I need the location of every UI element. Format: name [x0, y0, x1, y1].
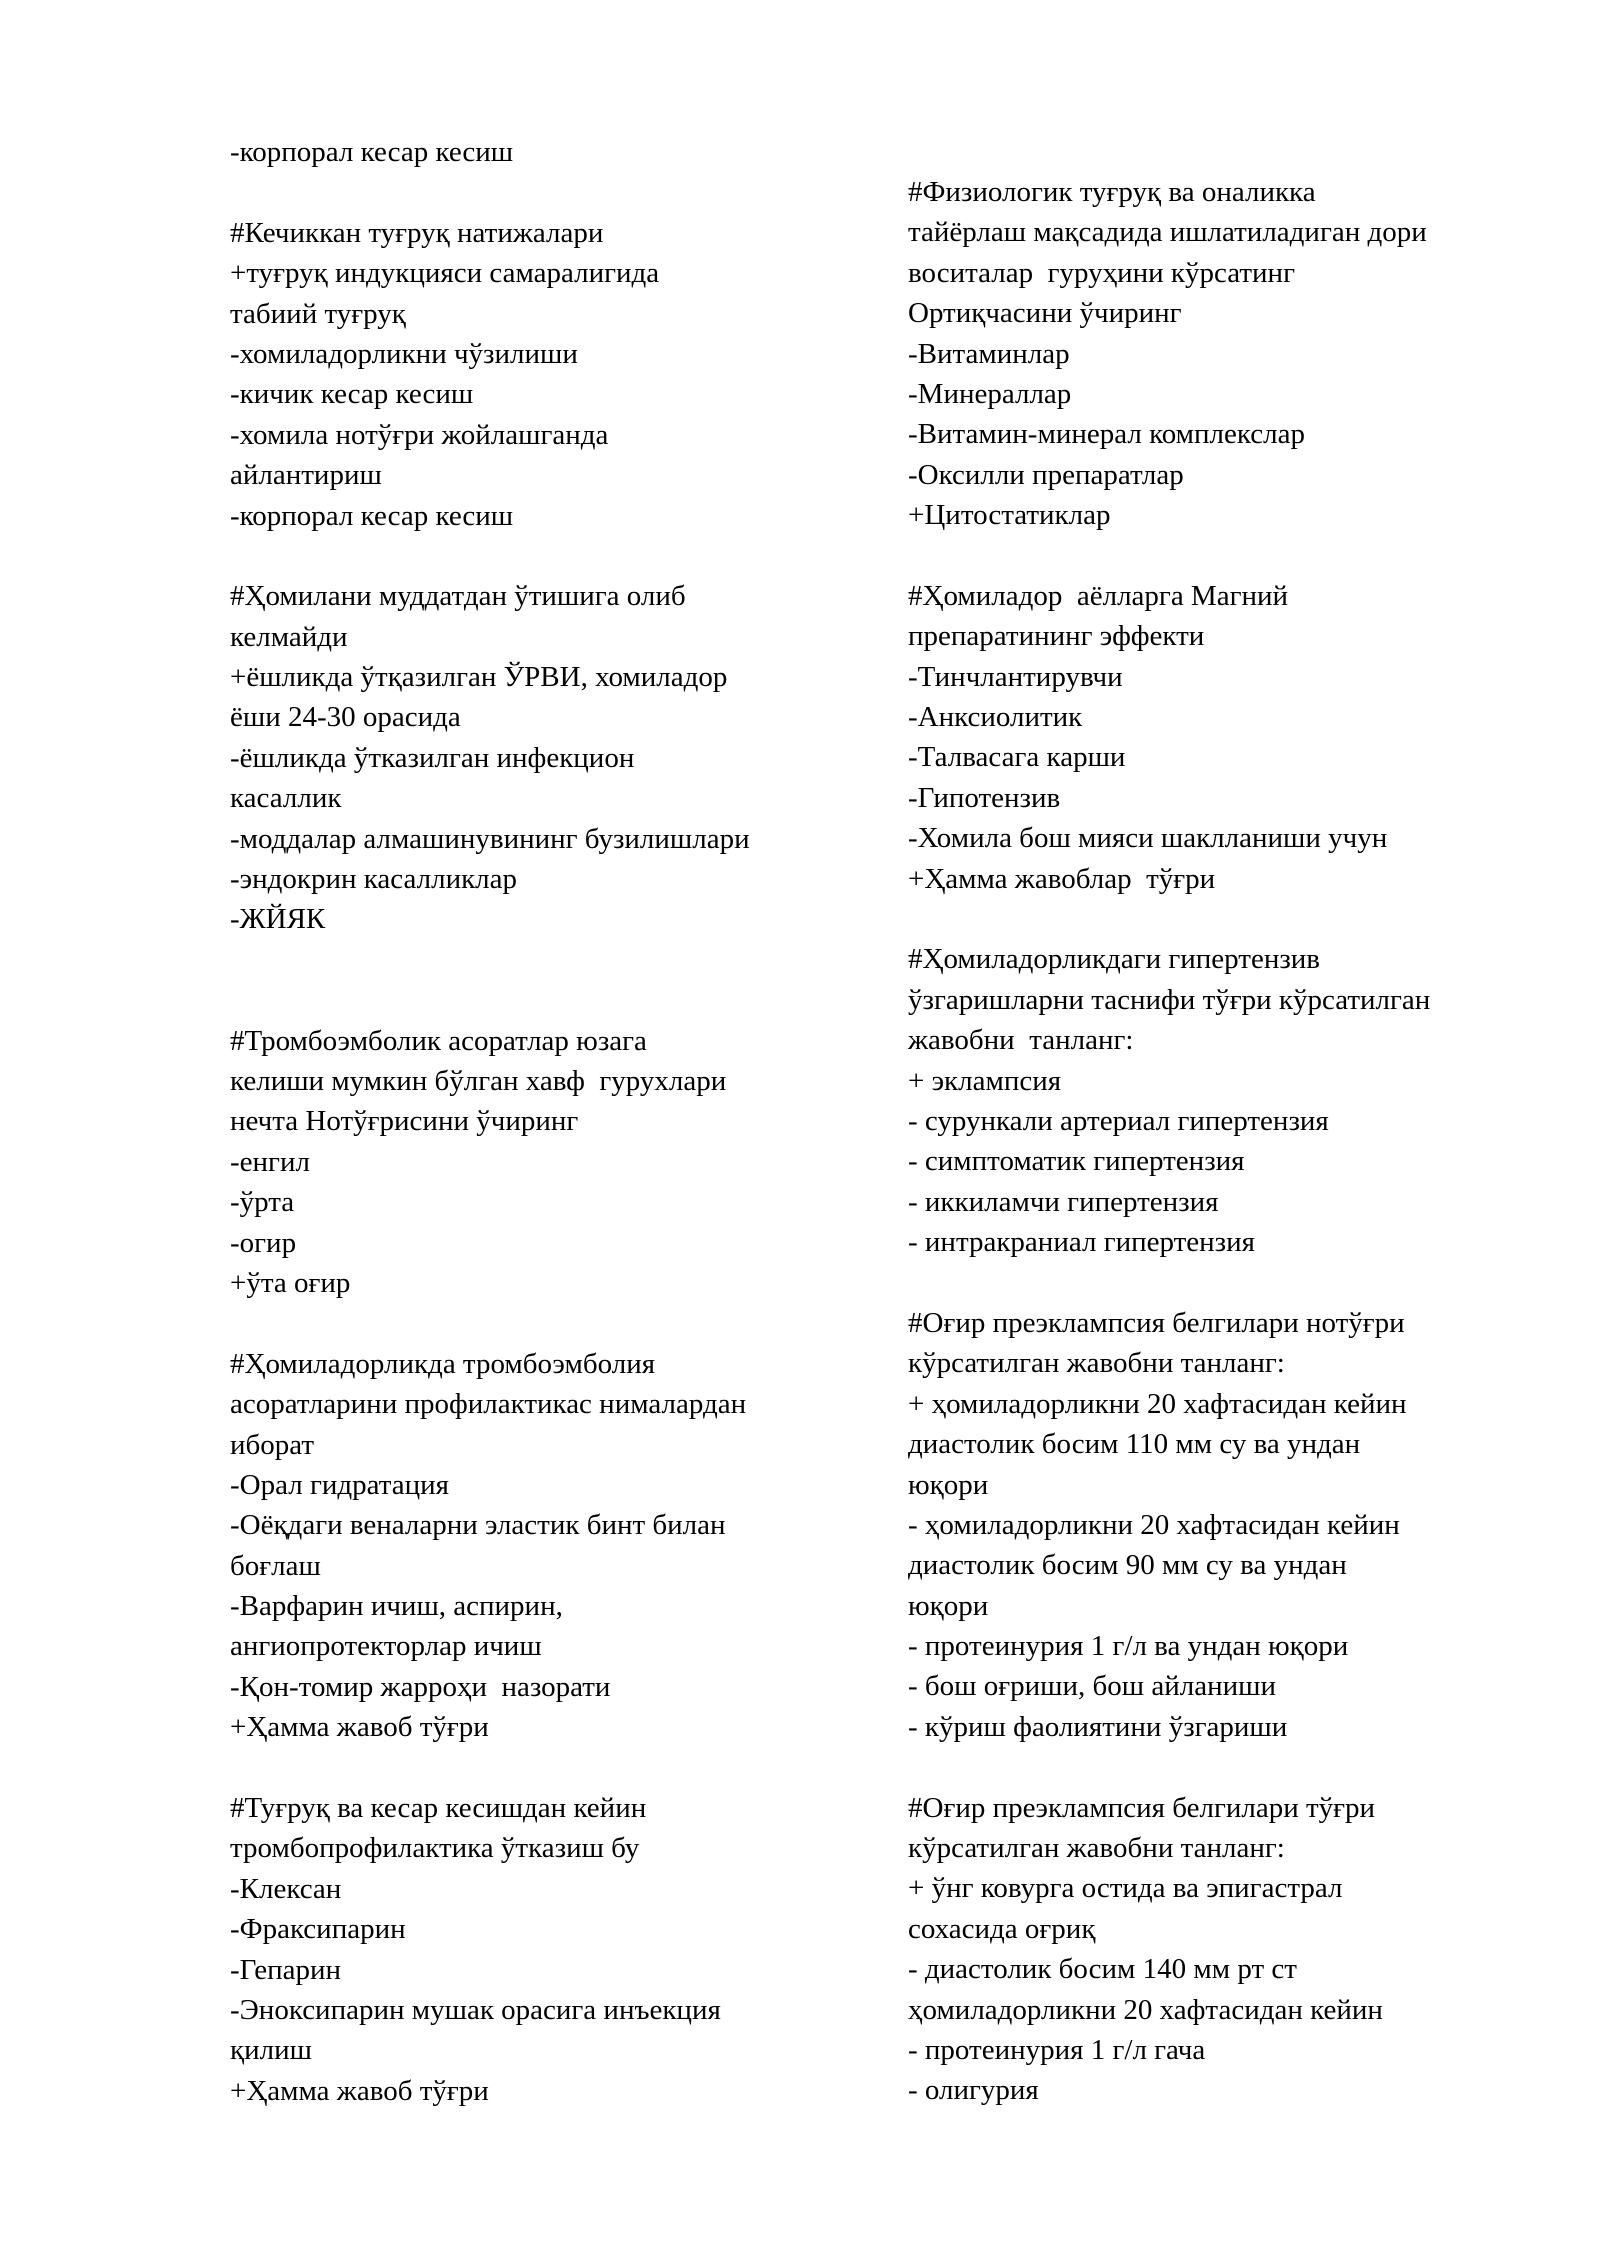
- text-line: ўзгаришларни таснифи тўғри кўрсатилган: [908, 983, 1431, 1016]
- text-line: препаратининг эффекти: [908, 620, 1205, 653]
- correct-answer-line: +Ҳамма жавоб тўғри: [230, 1711, 489, 1744]
- answer-option-line: -ўрта: [230, 1186, 295, 1219]
- text-line: юқори: [908, 1589, 989, 1622]
- question-line: #Кечиккан туғруқ натижалари: [230, 216, 604, 249]
- correct-answer-line: +Ҳамма жавоблар тўғри: [908, 862, 1216, 895]
- correct-answer-line: +Ҳамма жавоб тўғри: [230, 2074, 489, 2107]
- question-line: #Тромбоэмболик асоратлар юзага: [230, 1024, 647, 1057]
- blank-line: [908, 899, 1548, 939]
- answer-option-line: -Анксиолитик: [908, 701, 1083, 734]
- correct-answer-line: +Цитостатиклар: [908, 499, 1111, 532]
- answer-option-line: - симптоматик гипертензия: [908, 1145, 1245, 1178]
- answer-option-line: - протеинурия 1 г/л гача: [908, 2033, 1206, 2066]
- correct-answer-line: +ўта оғир: [230, 1266, 351, 1299]
- answer-option-line: -хомиладорликни чўзилиши: [230, 337, 578, 370]
- answer-option-line: -Минераллар: [908, 377, 1072, 410]
- question-line: #Оғир преэклампсия белгилари тўғри: [908, 1791, 1376, 1824]
- answer-option-line: -хомила нотўғри жойлашганда: [230, 418, 609, 451]
- answer-option-line: -ёшликда ўтказилган инфекцион: [230, 741, 635, 774]
- answer-option-line: - бош оғриши, бош айланиши: [908, 1670, 1276, 1703]
- text-line: иборат: [230, 1428, 315, 1461]
- answer-option-line: -Оксилли препаратлар: [908, 458, 1184, 491]
- answer-option-line: - сурункали артериал гипертензия: [908, 1104, 1329, 1137]
- text-line: диастолик босим 110 мм су ва ундан: [908, 1428, 1361, 1461]
- text-line: қилиш: [230, 2034, 312, 2067]
- answer-option-line: -Тинчлантирувчи: [908, 660, 1123, 693]
- answer-option-line: -енгил: [230, 1145, 310, 1178]
- text-line: диастолик босим 90 мм су ва ундан: [908, 1549, 1347, 1582]
- answer-option-line: - ҳомиладорликни 20 хафтасидан кейин: [908, 1508, 1400, 1541]
- question-line: #Ҳомилани муддатдан ўтишига олиб: [230, 580, 686, 613]
- blank-line: [230, 980, 870, 1020]
- answer-option-line: -корпорал кесар кесиш: [230, 136, 514, 168]
- text-line: воситалар гуруҳини кўрсатинг: [908, 256, 1295, 289]
- text-line: ҳомиладорликни 20 хафтасидан кейин: [908, 1993, 1383, 2026]
- answer-option-line: -Фраксипарин: [230, 1913, 406, 1946]
- left-column: [230, 132, 870, 2111]
- correct-answer-line: + ҳомиладорликни 20 хафтасидан кейин: [908, 1387, 1407, 1420]
- text-line: юқори: [908, 1468, 989, 1501]
- text-line: ангиопротекторлар ичиш: [230, 1630, 542, 1663]
- correct-answer-line: +туғруқ индукцияси самаралигида: [230, 257, 660, 290]
- answer-option-line: - диастолик босим 140 мм рт ст: [908, 1953, 1297, 1986]
- text-line: тромбопрофилактика ўтказиш бу: [230, 1832, 640, 1865]
- text-line: тайёрлаш мақсадида ишлатиладиган дори: [908, 216, 1427, 249]
- answer-option-line: - протеинурия 1 г/л ва ундан юқори: [908, 1630, 1349, 1663]
- text-line: келмайди: [230, 620, 348, 653]
- question-line: #Ҳомиладорликдаги гипертензив: [908, 943, 1321, 976]
- text-line: жавобни танланг:: [908, 1024, 1134, 1057]
- answer-option-line: -Эноксипарин мушак орасига инъекция: [230, 1993, 721, 2026]
- text-line: нечта Нотўғрисини ўчиринг: [230, 1105, 579, 1138]
- text-line: кўрсатилган жавобни танланг:: [908, 1347, 1285, 1380]
- answer-option-line: -Талвасага карши: [908, 741, 1126, 774]
- answer-option-line: -Гипотензив: [908, 781, 1061, 814]
- text-line: ёши 24-30 орасида: [230, 701, 461, 734]
- question-line: #Ҳомиладорликда тромбоэмболия: [230, 1347, 656, 1380]
- blank-line: [230, 940, 870, 980]
- question-line: #Физиологик туғруқ ва оналикка: [908, 176, 1316, 208]
- answer-option-line: -Қон-томир жарроҳи назорати: [230, 1670, 611, 1703]
- text-line: кўрсатилган жавобни танланг:: [908, 1832, 1285, 1865]
- text-line: келиши мумкин бўлган хавф гурухлари: [230, 1064, 727, 1097]
- correct-answer-line: + эклампсия: [908, 1064, 1062, 1097]
- question-line: #Оғир преэклампсия белгилари нотўғри: [908, 1306, 1405, 1339]
- blank-line: [230, 172, 870, 212]
- blank-line: [230, 1303, 870, 1343]
- text-line: айлантириш: [230, 459, 382, 492]
- answer-option-line: -ЖЙЯК: [230, 903, 326, 936]
- right-column: [908, 172, 1548, 2111]
- answer-option-line: -эндокрин касалликлар: [230, 863, 518, 896]
- correct-answer-line: +ёшликда ўтқазилган ЎРВИ, хомиладор: [230, 661, 728, 694]
- answer-option-line: - интракраниал гипертензия: [908, 1226, 1255, 1259]
- text-line: касаллик: [230, 782, 342, 815]
- answer-option-line: -корпорал кесар кесиш: [230, 499, 514, 532]
- answer-option-line: -Гепарин: [230, 1953, 342, 1986]
- text-line: сохасида оғриқ: [908, 1912, 1096, 1945]
- correct-answer-line: + ўнг ковурга остида ва эпигастрал: [908, 1872, 1343, 1905]
- answer-option-line: -Витаминлар: [908, 337, 1070, 370]
- answer-option-line: - олигурия: [908, 2074, 1039, 2107]
- answer-option-line: -кичик кесар кесиш: [230, 378, 474, 411]
- answer-option-line: -Клексан: [230, 1872, 342, 1905]
- blank-line: [230, 1748, 870, 1788]
- answer-option-line: -Витамин-минерал комплекслар: [908, 418, 1305, 451]
- answer-option-line: - иккиламчи гипертензия: [908, 1185, 1219, 1218]
- answer-option-line: -Оёқдаги веналарни эластик бинт билан: [230, 1509, 726, 1542]
- question-line: #Туғруқ ва кесар кесишдан кейин: [230, 1792, 647, 1825]
- answer-option-line: -моддалар алмашинувининг бузилишлари: [230, 822, 750, 855]
- answer-option-line: -Варфарин ичиш, аспирин,: [230, 1590, 563, 1623]
- text-line: табиий туғруқ: [230, 297, 406, 330]
- answer-option-line: -Хомила бош мияси шаклланиши учун: [908, 822, 1388, 855]
- blank-line: [908, 1747, 1548, 1787]
- text-line: Ортиқчасини ўчиринг: [908, 297, 1182, 330]
- text-line: боғлаш: [230, 1549, 321, 1582]
- answer-option-line: -Орал гидратация: [230, 1468, 450, 1501]
- blank-line: [908, 1263, 1548, 1303]
- blank-line: [908, 536, 1548, 576]
- blank-line: [230, 536, 870, 576]
- answer-option-line: -огир: [230, 1226, 297, 1259]
- text-line: асоратларини профилактикас нималардан: [230, 1388, 747, 1421]
- question-line: #Ҳомиладор аёлларга Магний: [908, 579, 1289, 612]
- answer-option-line: - кўриш фаолиятини ўзгариши: [908, 1710, 1288, 1743]
